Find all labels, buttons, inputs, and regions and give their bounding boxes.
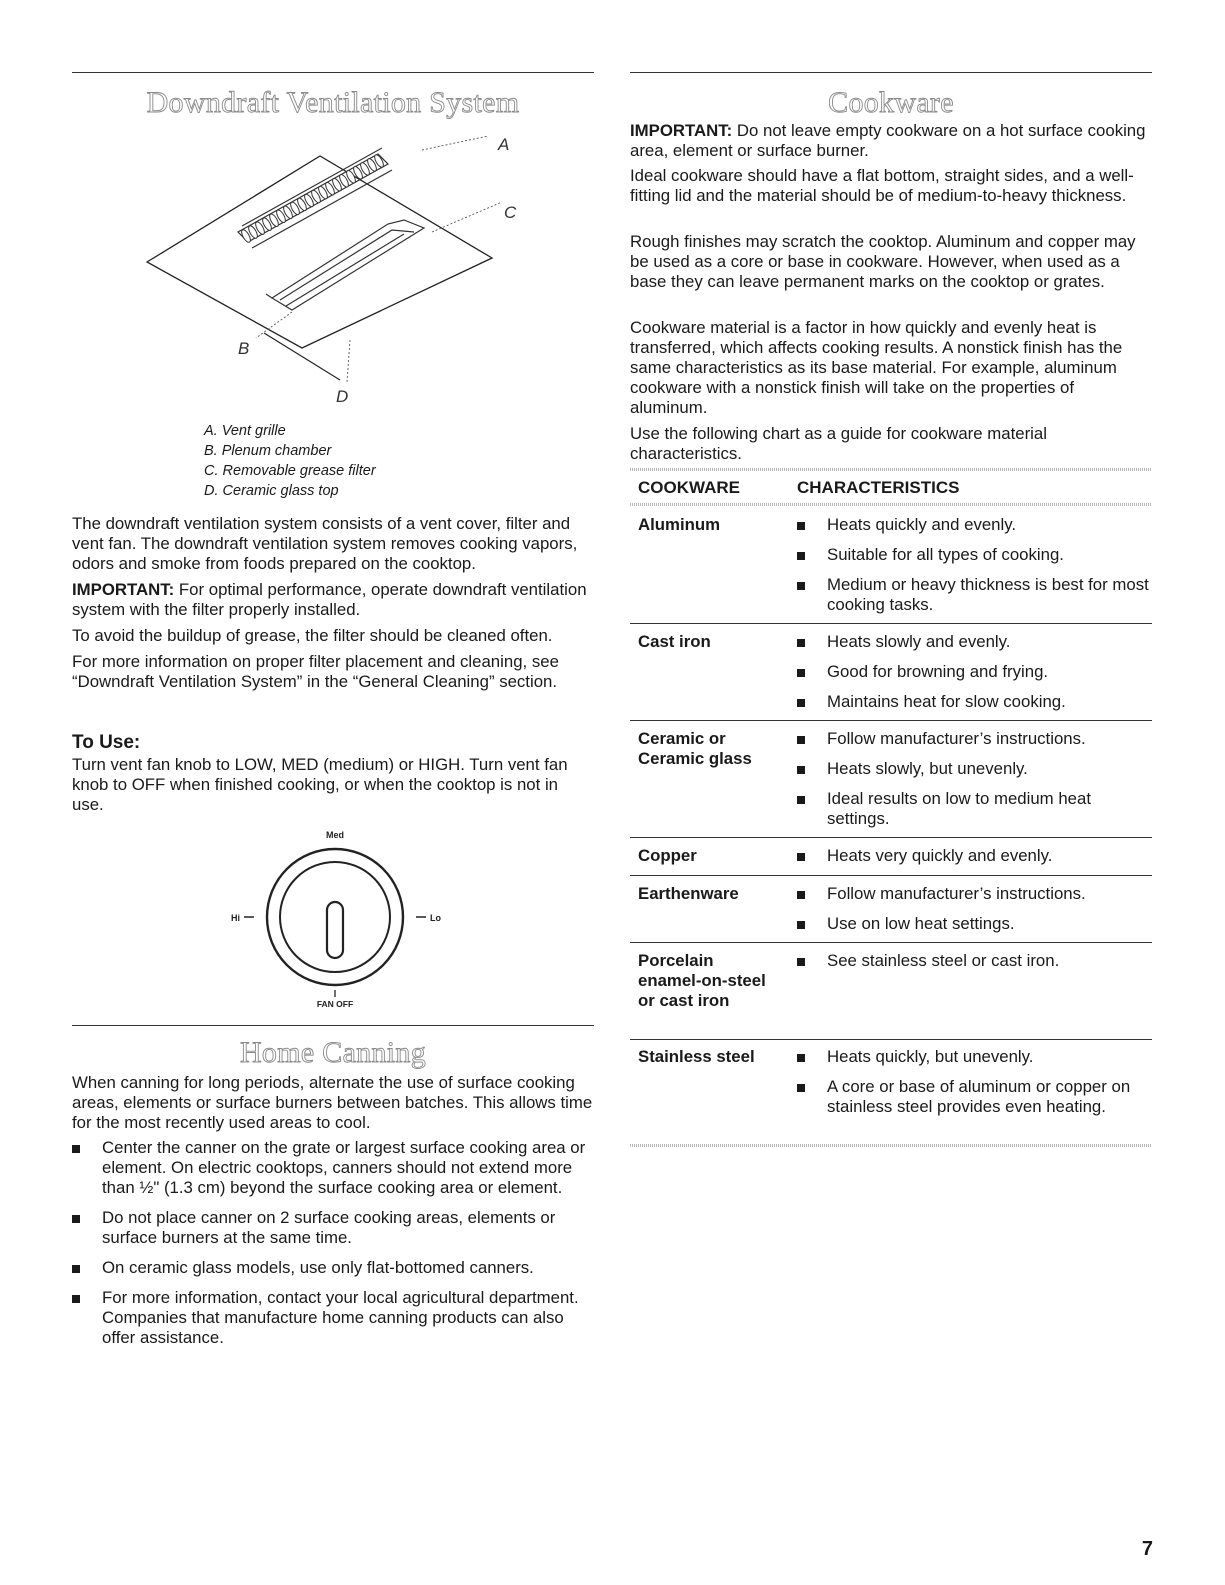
characteristics-list (797, 884, 1152, 944)
list-item: Medium or heavy thickness is best for most cooking tasks. (797, 575, 1152, 615)
grease-note: To avoid the buildup of grease, the filter should be cleaned often. (72, 626, 553, 645)
characteristics-list (797, 729, 1152, 839)
list-item: Heats slowly, but unevenly. (797, 759, 1152, 779)
ideal-cookware-text: Ideal cookware should have a flat bottom, straight sides, and a well-fitting lid and the material should be of medium-to-heavy thickness. (630, 166, 1134, 205)
row-divider (630, 720, 1152, 721)
diagram-caption (204, 421, 376, 501)
list-item: Heats very quickly and evenly. (797, 846, 1152, 866)
bullet-square-icon (797, 891, 805, 899)
section-rule (72, 1025, 594, 1026)
bullet-square-icon (797, 853, 805, 861)
list-item: Good for browning and frying. (797, 662, 1152, 682)
to-use-text: Turn vent fan knob to LOW, MED (medium) or HIGH. Turn vent fan knob to OFF when finished cooking, or when the cooktop is not in use. (72, 755, 568, 814)
list-item: See stainless steel or cast iron. (797, 951, 1152, 971)
cookware-name: Earthenware (638, 884, 739, 903)
knob-handle (327, 902, 343, 958)
label-d: D (336, 387, 349, 406)
bullet-square-icon (797, 921, 805, 929)
row-divider (630, 875, 1152, 876)
characteristics-list (797, 1047, 1152, 1127)
home-canning-heading: Home Canning (239, 1036, 427, 1069)
to-use-heading: To Use: (72, 732, 141, 753)
bullet-square-icon (797, 1084, 805, 1092)
cookware-name: Aluminum (638, 515, 721, 534)
downdraft-diagram (142, 128, 522, 408)
list-item: Use on low heat settings. (797, 914, 1152, 934)
important-text: Do not leave empty cookware on a hot surface cooking area, element or surface burner. (630, 121, 1146, 160)
bullet-square-icon (797, 669, 805, 677)
important-label: IMPORTANT: (630, 121, 733, 140)
canning-bullet-list (72, 1138, 594, 1358)
knob-med-label: Med (326, 830, 344, 840)
characteristics-list (797, 951, 1152, 981)
label-c: C (504, 203, 517, 222)
cookware-name: Porcelain enamel-on-steel or cast iron (638, 951, 766, 1010)
rough-finishes-text: Rough finishes may scratch the cooktop. Aluminum and copper may be used as a core or base in cookware. However, when used as a base they can leave permanent marks on the cooktop or grates. (630, 232, 1136, 291)
caption-a: A. Vent grille (204, 423, 286, 439)
important-label: IMPORTANT: (72, 580, 175, 599)
row-divider (630, 623, 1152, 624)
bullet-square-icon (72, 1295, 80, 1303)
bullet-square-icon (797, 1054, 805, 1062)
list-item: Follow manufacturer’s instructions. (797, 729, 1152, 749)
column-header-cookware: COOKWARE (638, 478, 740, 497)
cookware-material-text: Cookware material is a factor in how quickly and evenly heat is transferred, which affects cooking results. A nonstick finish has the same characteristics as its base material. For example, aluminum cookware with a nonstick finish will take on the properties of aluminum. (630, 318, 1123, 417)
list-item: A core or base of aluminum or copper on stainless steel provides even heating. (797, 1077, 1152, 1117)
cookware-name: Ceramic or Ceramic glass (638, 729, 752, 768)
list-item: Ideal results on low to medium heat settings. (797, 789, 1152, 829)
bullet-square-icon (72, 1145, 80, 1153)
knob-lo-label: Lo (430, 913, 441, 923)
list-item: For more information, contact your local agricultural department. Companies that manufacture home canning products can also offer assistance. (72, 1288, 594, 1348)
bullet-square-icon (797, 736, 805, 744)
section-rule (630, 72, 1152, 73)
row-divider (630, 942, 1152, 943)
caption-d: D. Ceramic glass top (204, 483, 339, 499)
downdraft-important (72, 580, 594, 620)
list-item: Heats slowly and evenly. (797, 632, 1152, 652)
bullet-square-icon (797, 699, 805, 707)
cookware-name: Copper (638, 846, 697, 865)
list-item: Center the canner on the grate or largest surface cooking area or element. On electric cooktops, canners should not extend more than ½" (1.3 cm) beyond the surface cooking area or element. (72, 1138, 594, 1198)
important-text: For optimal performance, operate downdraft ventilation system with the filter properly installed. (72, 580, 587, 619)
list-item: Follow manufacturer’s instructions. (797, 884, 1152, 904)
bullet-square-icon (797, 766, 805, 774)
filter-info: For more information on proper filter placement and cleaning, see “Downdraft Ventilation System” in the “General Cleaning” section. (72, 652, 559, 691)
label-b: B (238, 339, 250, 358)
bullet-square-icon (72, 1265, 80, 1273)
list-item: Heats quickly and evenly. (797, 515, 1152, 535)
label-a: A (498, 135, 510, 154)
bullet-square-icon (72, 1215, 80, 1223)
downdraft-heading: Downdraft Ventilation System (146, 86, 520, 119)
cookware-name: Stainless steel (638, 1047, 755, 1066)
column-header-characteristics: CHARACTERISTICS (797, 478, 960, 497)
vent-fan-knob-diagram (220, 826, 450, 1010)
characteristics-list (797, 846, 1152, 876)
table-header-border (630, 503, 1152, 506)
list-item: Do not place canner on 2 surface cooking areas, elements or surface burners at the same time. (72, 1208, 594, 1248)
cookware-heading: Cookware (828, 86, 954, 119)
list-item: On ceramic glass models, use only flat-bottomed canners. (72, 1258, 594, 1278)
cookware-name: Cast iron (638, 632, 711, 651)
bullet-square-icon (797, 582, 805, 590)
characteristics-list (797, 632, 1152, 722)
bullet-square-icon (797, 522, 805, 530)
bullet-square-icon (797, 639, 805, 647)
cookware-important (630, 121, 1152, 161)
page-number: 7 (1141, 1538, 1153, 1560)
canning-intro: When canning for long periods, alternate the use of surface cooking areas, elements or surface burners between batches. This allows time for the most recently used areas to cool. (72, 1073, 593, 1132)
caption-b: B. Plenum chamber (204, 443, 332, 459)
section-rule (72, 72, 594, 73)
list-item: Maintains heat for slow cooking. (797, 692, 1152, 712)
downdraft-description: The downdraft ventilation system consists of a vent cover, filter and vent fan. The downdraft ventilation system removes cooking vapors, odors and smoke from foods prepared on the cooktop. (72, 514, 578, 573)
knob-fan-off-label: FAN OFF (316, 999, 354, 1009)
row-divider (630, 837, 1152, 838)
chart-guide-text: Use the following chart as a guide for cookware material characteristics. (630, 424, 1047, 463)
table-bottom-border (630, 1144, 1152, 1147)
table-top-border (630, 468, 1152, 471)
list-item: Suitable for all types of cooking. (797, 545, 1152, 565)
bullet-square-icon (797, 796, 805, 804)
list-item: Heats quickly, but unevenly. (797, 1047, 1152, 1067)
caption-c: C. Removable grease filter (204, 463, 376, 479)
characteristics-list (797, 515, 1152, 625)
row-divider (630, 1039, 1152, 1040)
bullet-square-icon (797, 552, 805, 560)
knob-hi-label: Hi (231, 913, 240, 923)
bullet-square-icon (797, 958, 805, 966)
